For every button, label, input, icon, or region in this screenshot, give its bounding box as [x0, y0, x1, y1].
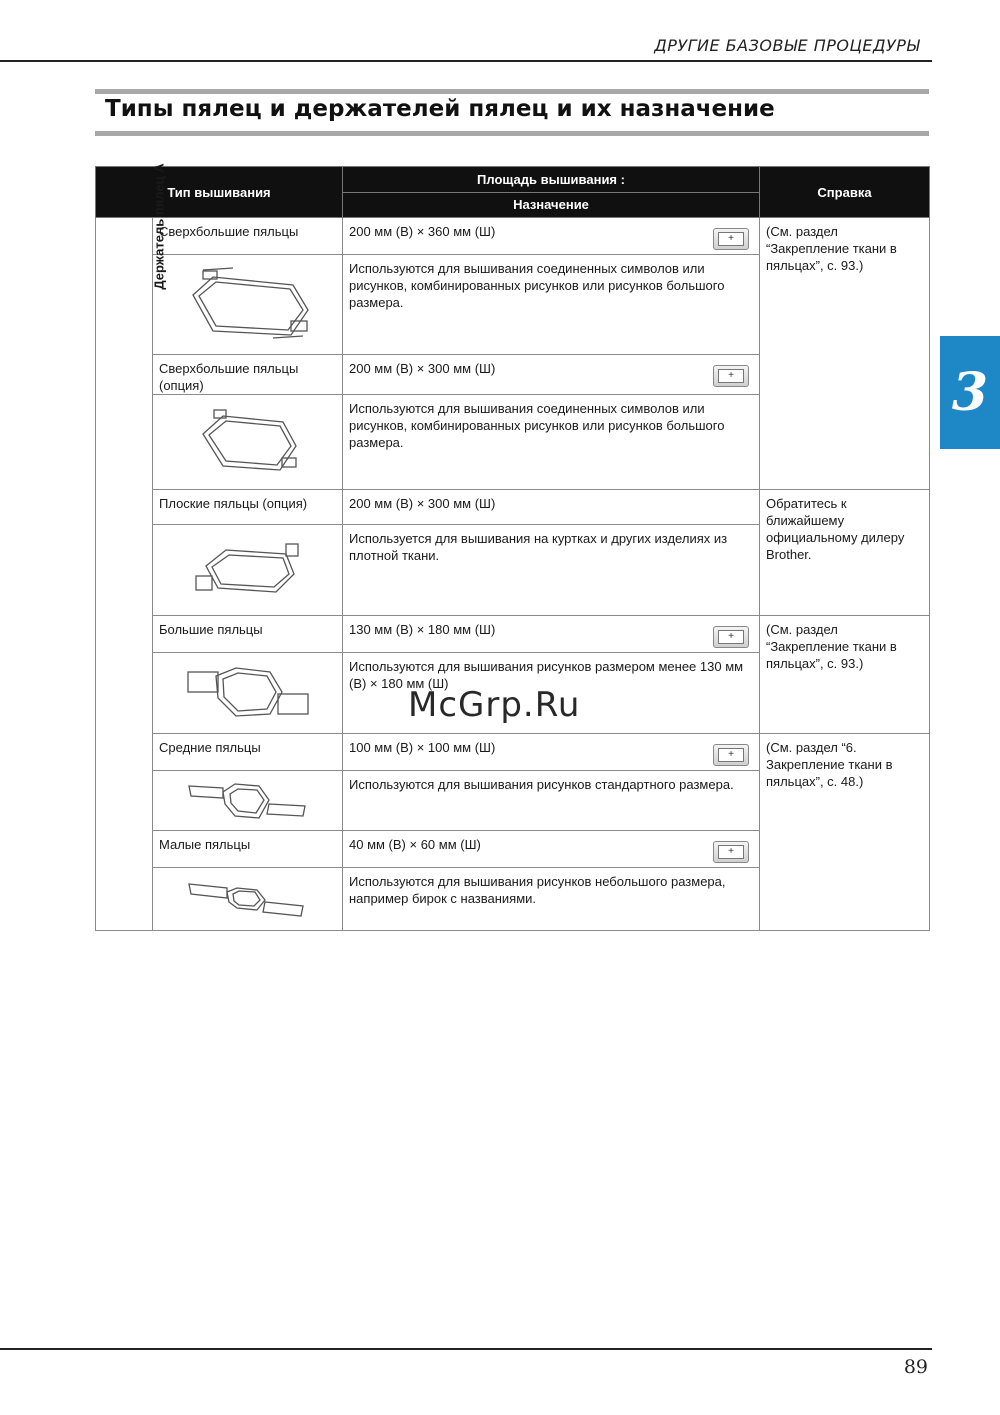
- hoop-name: Сверхбольшие пяльцы (опция): [159, 361, 299, 393]
- purpose-cell: [343, 255, 760, 355]
- hoop-name: Большие пяльцы: [159, 622, 263, 637]
- hoop-frame-icon: +: [718, 369, 744, 383]
- reference-cell: [760, 490, 930, 616]
- hoop-image-cell: [153, 868, 343, 931]
- page-number: 89: [903, 1356, 928, 1378]
- hoop-name: Средние пяльцы: [159, 740, 261, 755]
- title-rule-bottom: [95, 131, 929, 136]
- extra-large-hoop-illustration: [173, 265, 323, 345]
- hoop-types-table: [95, 163, 930, 931]
- reference-cell: [760, 616, 930, 734]
- area-value: 100 мм (В) × 100 мм (Ш): [349, 740, 496, 755]
- header-embroidery-type: Тип вышивания: [96, 167, 343, 218]
- reference-text: (См. раздел “6. Закрепление ткани в пяльцах”, с. 48.): [766, 740, 893, 789]
- large-hoop-illustration: [178, 658, 318, 728]
- header-embroidery-area: Площадь вышивания :: [343, 167, 760, 193]
- hoop-name: Плоские пяльцы (опция): [159, 496, 308, 511]
- area-cell: [343, 355, 760, 395]
- hoop-frame-icon: +: [718, 845, 744, 859]
- large-hoop-button[interactable]: [713, 626, 749, 648]
- flat-hoop-illustration: [188, 530, 308, 610]
- reference-cell: [760, 734, 930, 931]
- holder-label: Держатель пялец А: [151, 163, 167, 290]
- hoop-image-cell: [153, 771, 343, 831]
- purpose-cell: [343, 525, 760, 616]
- area-value: 130 мм (В) × 180 мм (Ш): [349, 622, 496, 637]
- hoop-name: Малые пяльцы: [159, 837, 251, 852]
- extra-large-hoop-button[interactable]: [713, 228, 749, 250]
- watermark: McGrp.Ru: [408, 685, 581, 725]
- running-head: ДРУГИЕ БАЗОВЫЕ ПРОЦЕДУРЫ: [654, 36, 920, 55]
- hoop-name-cell: [153, 218, 343, 255]
- header-purpose: Назначение: [343, 192, 760, 218]
- purpose-text: Используется для вышивания на куртках и других изделиях из плотной ткани.: [349, 531, 728, 563]
- hoop-frame-icon: +: [718, 232, 744, 246]
- hoop-frame-icon: +: [718, 748, 744, 762]
- hoop-name-cell: [153, 616, 343, 653]
- area-value: 200 мм (В) × 300 мм (Ш): [349, 361, 496, 376]
- small-hoop-illustration: [183, 874, 313, 924]
- area-cell: [343, 616, 760, 653]
- area-cell: [343, 218, 760, 255]
- hoop-image-cell: [153, 255, 343, 355]
- purpose-text: Используются для вышивания соединенных символов или рисунков, комбинированных рисунков или рисунков большого размера.: [349, 261, 725, 310]
- hoop-name: Сверхбольшие пяльцы: [159, 224, 299, 239]
- chapter-tab: 3: [940, 336, 1000, 449]
- holder-cell: [96, 163, 167, 931]
- purpose-text: Используются для вышивания рисунков стандартного размера.: [349, 777, 734, 792]
- hoop-frame-icon: +: [718, 630, 744, 644]
- reference-cell: [760, 218, 930, 490]
- purpose-cell: [343, 395, 760, 490]
- area-value: 200 мм (В) × 300 мм (Ш): [349, 496, 496, 511]
- reference-text: (См. раздел “Закрепление ткани в пяльцах”, с. 93.): [766, 224, 897, 273]
- purpose-text: Используются для вышивания рисунков размером менее 130 мм (В) × 180 мм (Ш): [349, 659, 744, 691]
- extra-large-hoop-option-button[interactable]: [713, 365, 749, 387]
- medium-hoop-button[interactable]: [713, 744, 749, 766]
- hoop-name-cell: [153, 831, 343, 868]
- footer-rule: [0, 1348, 932, 1350]
- area-cell: [343, 734, 760, 771]
- hoop-name-cell: [153, 355, 343, 395]
- hoop-image-cell: [153, 653, 343, 734]
- area-cell: [343, 490, 760, 525]
- reference-text: Обратитесь к ближайшему официальному дилеру Brother.: [766, 496, 905, 562]
- purpose-text: Используются для вышивания рисунков небольшого размера, например бирок с названиями.: [349, 874, 726, 906]
- area-value: 40 мм (В) × 60 мм (Ш): [349, 837, 481, 852]
- small-hoop-button[interactable]: [713, 841, 749, 863]
- area-cell: [343, 831, 760, 868]
- hoop-name-cell: [153, 734, 343, 771]
- page-title: Типы пялец и держателей пялец и их назначение: [105, 96, 775, 122]
- area-value: 200 мм (В) × 360 мм (Ш): [349, 224, 496, 239]
- medium-hoop-illustration: [183, 776, 313, 826]
- purpose-cell: [343, 771, 760, 831]
- purpose-cell: [343, 868, 760, 931]
- extra-large-hoop-option-illustration: [188, 402, 308, 482]
- reference-text: (См. раздел “Закрепление ткани в пяльцах”, с. 93.): [766, 622, 897, 671]
- header-reference: Справка: [760, 167, 930, 218]
- hoop-image-cell: [153, 525, 343, 616]
- hoop-name-cell: [153, 490, 343, 525]
- purpose-text: Используются для вышивания соединенных символов или рисунков, комбинированных рисунков или рисунков большого размера.: [349, 401, 725, 450]
- header-rule: [0, 60, 932, 62]
- hoop-image-cell: [153, 395, 343, 490]
- title-rule-top: [95, 89, 929, 94]
